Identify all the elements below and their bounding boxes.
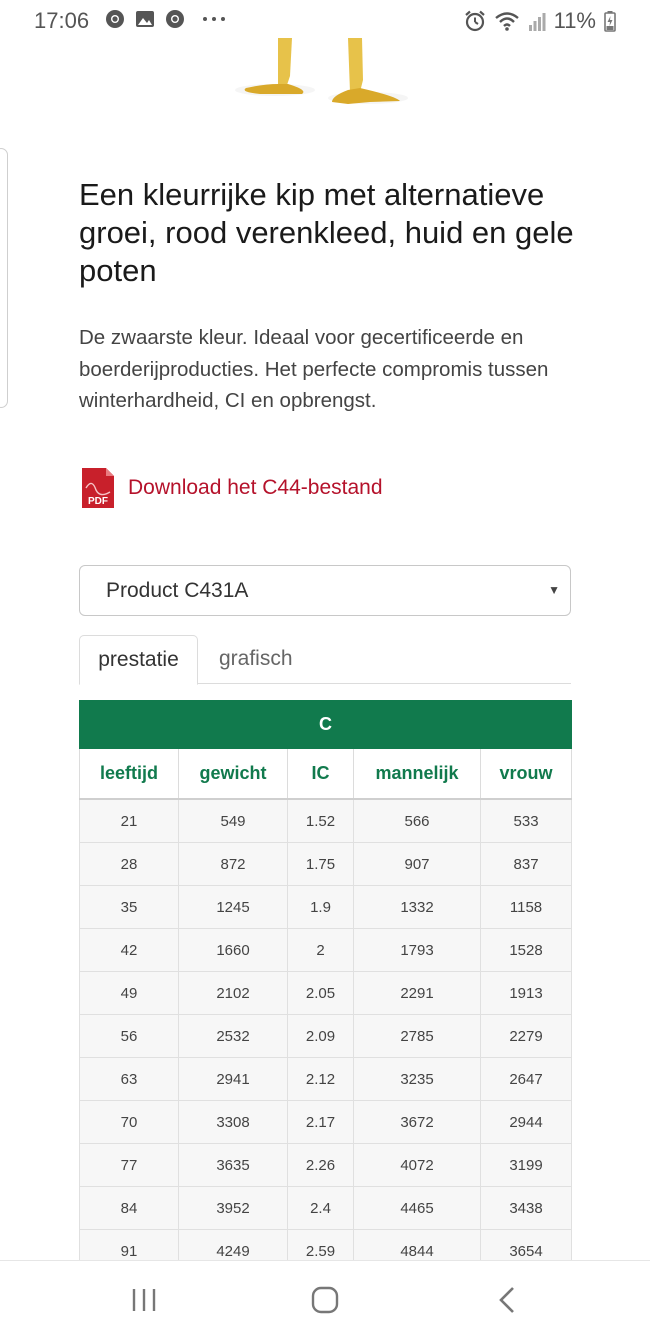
table-cell: 1245 [179, 886, 288, 929]
battery-icon [604, 10, 616, 32]
table-cell: 566 [354, 799, 481, 843]
tab-bar [79, 635, 571, 684]
table-cell: 2.09 [288, 1015, 354, 1058]
table-cell: 1660 [179, 929, 288, 972]
tab-prestatie[interactable]: prestatie [79, 635, 198, 685]
table-cell: 4465 [354, 1187, 481, 1230]
tab-grafisch[interactable]: grafisch [219, 647, 293, 670]
svg-text:PDF: PDF [88, 496, 108, 507]
table-cell: 1158 [481, 886, 572, 929]
table-cell: 2647 [481, 1058, 572, 1101]
table-cell: 3672 [354, 1101, 481, 1144]
table-cell: 2.17 [288, 1101, 354, 1144]
table-cell: 2 [288, 929, 354, 972]
table-cell: 35 [80, 886, 179, 929]
table-header-row [80, 749, 572, 800]
table-row [80, 886, 572, 929]
table-cell: 49 [80, 972, 179, 1015]
image-icon [135, 9, 155, 29]
table-cell: 2291 [354, 972, 481, 1015]
table-cell: 70 [80, 1101, 179, 1144]
table-cell: 2279 [481, 1015, 572, 1058]
table-cell: 2.4 [288, 1187, 354, 1230]
page-headline: Een kleurrijke kip met alternatieve groei, rood verenkleed, huid en gele poten [79, 177, 574, 288]
table-cell: 533 [481, 799, 572, 843]
table-cell: 1793 [354, 929, 481, 972]
table-cell: 2.59 [288, 1230, 354, 1273]
chrome-icon [165, 9, 185, 29]
table-cell: 2.12 [288, 1058, 354, 1101]
table-cell: 42 [80, 929, 179, 972]
table-cell: 56 [80, 1015, 179, 1058]
pdf-icon [80, 466, 116, 510]
table-cell: 1332 [354, 886, 481, 929]
table-cell: 3654 [481, 1230, 572, 1273]
table-row [80, 1144, 572, 1187]
table-row [80, 1058, 572, 1101]
battery-percentage: 11% [553, 8, 596, 33]
table-cell: 3199 [481, 1144, 572, 1187]
chicken-feet-image [220, 38, 420, 108]
signal-icon [528, 10, 546, 32]
table-cell: 77 [80, 1144, 179, 1187]
table-cell: 3635 [179, 1144, 288, 1187]
table-cell: 2532 [179, 1015, 288, 1058]
back-icon[interactable] [491, 1283, 525, 1317]
table-cell: 872 [179, 843, 288, 886]
column-header: gewicht [179, 749, 288, 800]
table-row [80, 843, 572, 886]
table-cell: 3235 [354, 1058, 481, 1101]
table-cell: 63 [80, 1058, 179, 1101]
table-cell: 1528 [481, 929, 572, 972]
table-cell: 4844 [354, 1230, 481, 1273]
table-row [80, 799, 572, 843]
download-pdf-link[interactable] [80, 466, 383, 510]
download-link-label: Download het C44-bestand [128, 476, 383, 499]
home-icon[interactable] [308, 1283, 342, 1317]
status-bar [0, 0, 650, 40]
performance-table [79, 700, 572, 1273]
table-cell: 3438 [481, 1187, 572, 1230]
alarm-icon [464, 10, 486, 32]
table-cell: 4249 [179, 1230, 288, 1273]
recent-apps-icon[interactable] [127, 1283, 161, 1317]
table-row [80, 1187, 572, 1230]
table-row [80, 929, 572, 972]
table-cell: 2.05 [288, 972, 354, 1015]
table-cell: 91 [80, 1230, 179, 1273]
table-cell: 2941 [179, 1058, 288, 1101]
table-cell: 907 [354, 843, 481, 886]
table-cell: 3952 [179, 1187, 288, 1230]
column-header: leeftijd [80, 749, 179, 800]
table-cell: 2944 [481, 1101, 572, 1144]
system-nav-bar [0, 1260, 650, 1337]
product-select[interactable] [79, 565, 571, 616]
table-cell: 1.52 [288, 799, 354, 843]
table-cell: 2785 [354, 1015, 481, 1058]
dropdown-caret-icon: ▼ [548, 583, 560, 597]
column-header: IC [288, 749, 354, 800]
table-group-header: C [80, 701, 572, 749]
table-cell: 837 [481, 843, 572, 886]
table-cell: 549 [179, 799, 288, 843]
table-cell: 28 [80, 843, 179, 886]
table-cell: 2.26 [288, 1144, 354, 1187]
table-cell: 2102 [179, 972, 288, 1015]
status-time: 17:06 [34, 8, 90, 33]
table-cell: 4072 [354, 1144, 481, 1187]
wifi-icon [494, 10, 520, 32]
intro-paragraph: De zwaarste kleur. Ideaal voor gecertificeerde en boerderijproducties. Het perfecte compromis tussen winterhardheid, CI en opbrengst. [79, 326, 549, 412]
table-cell: 21 [80, 799, 179, 843]
chrome-icon [105, 9, 125, 29]
table-row [80, 1015, 572, 1058]
product-select-value: Product C431A [106, 579, 249, 602]
more-icon [202, 9, 226, 29]
table-cell: 1.9 [288, 886, 354, 929]
table-row [80, 1101, 572, 1144]
edge-panel-handle[interactable] [0, 148, 8, 408]
table-cell: 1.75 [288, 843, 354, 886]
column-header: vrouw [481, 749, 572, 800]
column-header: mannelijk [354, 749, 481, 800]
table-row [80, 972, 572, 1015]
table-cell: 84 [80, 1187, 179, 1230]
table-cell: 3308 [179, 1101, 288, 1144]
table-cell: 1913 [481, 972, 572, 1015]
